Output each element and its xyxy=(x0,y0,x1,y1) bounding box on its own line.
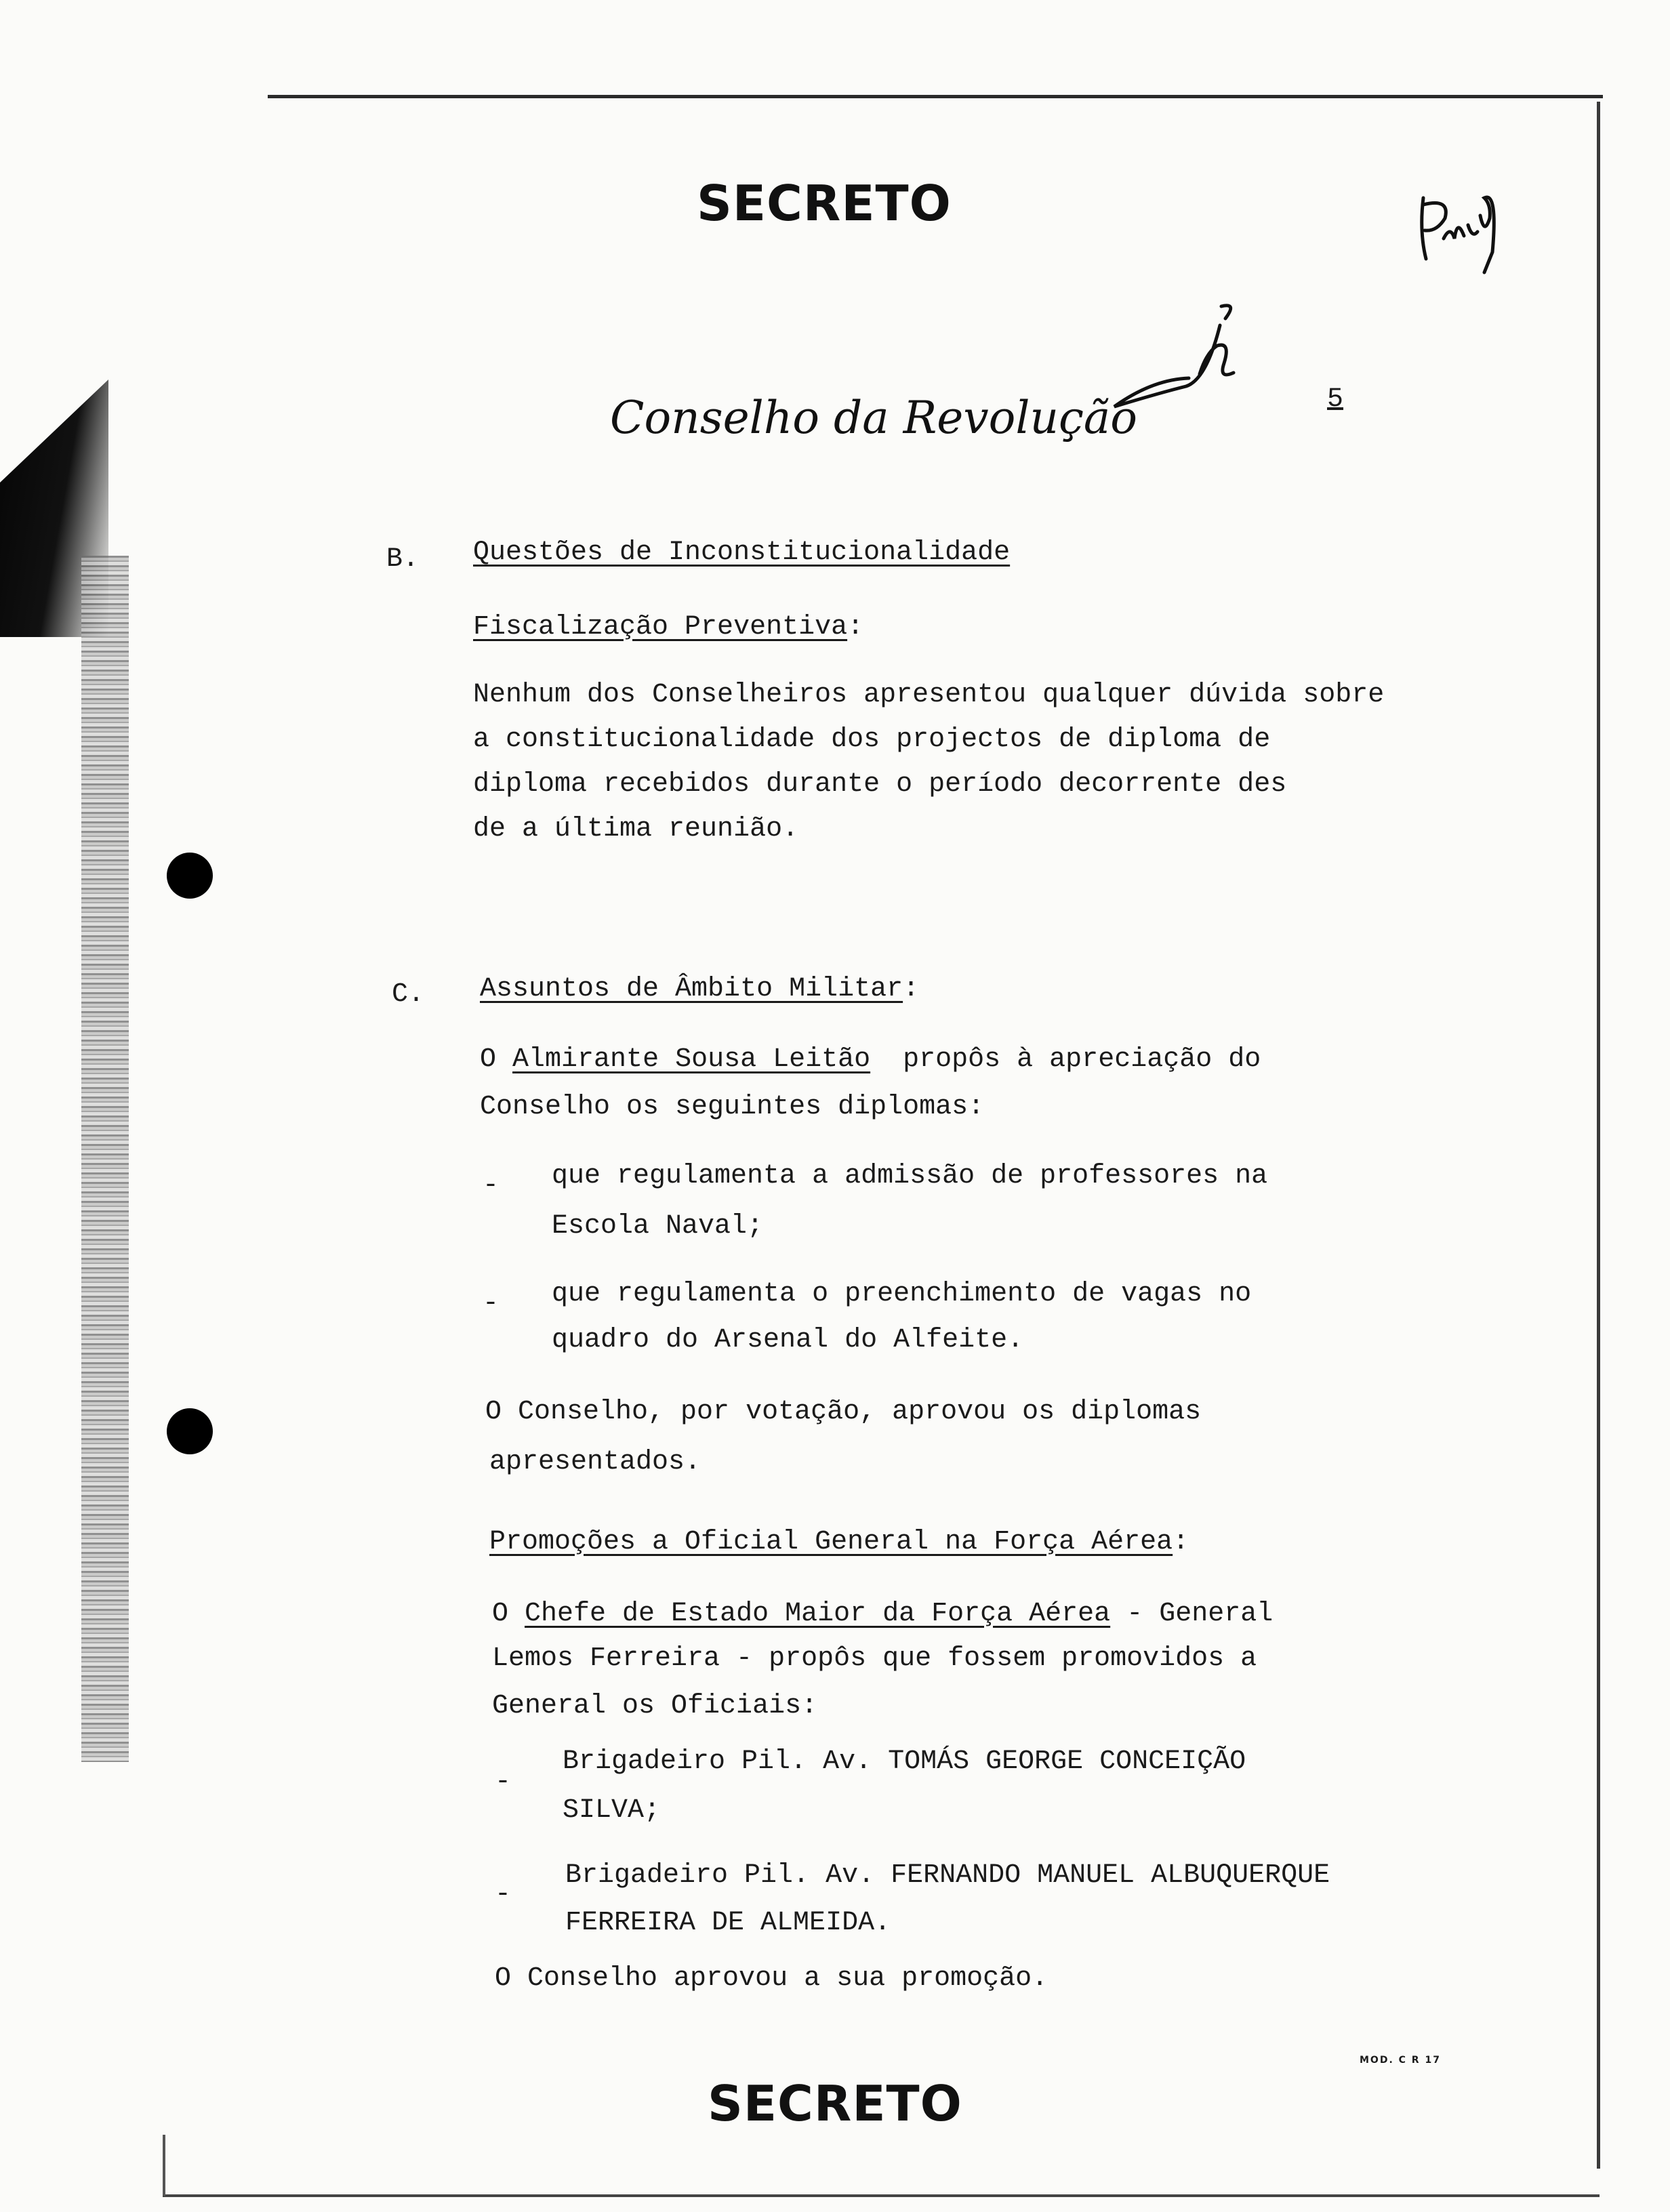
form-code: MOD. C R 17 xyxy=(1360,2055,1441,2066)
section-b-subtitle: Fiscalização Preventiva: xyxy=(473,612,864,642)
handwritten-initials xyxy=(1410,178,1505,279)
section-c-intro: O Almirante Sousa Leitão propôs à apreciação do xyxy=(480,1044,1261,1075)
scan-fold-noise xyxy=(81,556,129,1762)
bullet-dash: - xyxy=(483,1288,500,1319)
page-edge-left xyxy=(163,2135,165,2196)
page-number: 5 xyxy=(1327,384,1344,415)
page-edge-bottom xyxy=(163,2194,1600,2197)
section-b-title: Questões de Inconstitucionalidade xyxy=(473,537,1011,568)
paragraph-line: Nenhum dos Conselheiros apresentou qualquer dúvida sobre xyxy=(473,680,1385,710)
promotions-intro: O Chefe de Estado Maior da Força Aérea - General xyxy=(492,1599,1274,1629)
promotions-decision: O Conselho aprovou a sua promoção. xyxy=(495,1963,1048,1994)
section-letter-b: B. xyxy=(386,544,420,575)
list-item-cont: quadro do Arsenal do Alfeite. xyxy=(552,1325,1024,1355)
bullet-dash: - xyxy=(495,1767,512,1797)
promotions-title: Promoções a Oficial General na Força Aérea: xyxy=(489,1527,1189,1557)
page-edge-top xyxy=(268,95,1603,98)
paragraph-line: diploma recebidos durante o período decorrente des xyxy=(473,769,1287,800)
paragraph-line: a constitucionalidade dos projectos de diploma de xyxy=(473,724,1271,755)
list-item: que regulamenta o preenchimento de vagas no xyxy=(552,1279,1252,1309)
decision-line: apresentados. xyxy=(489,1447,701,1477)
paragraph-line: de a última reunião. xyxy=(473,814,799,844)
bullet-dash: - xyxy=(483,1170,500,1201)
officer-item-cont: SILVA; xyxy=(563,1795,661,1826)
officer-item-cont: FERREIRA DE ALMEIDA. xyxy=(565,1908,891,1938)
decision-line: O Conselho, por votação, aprovou os diplomas xyxy=(485,1397,1202,1427)
list-item: que regulamenta a admissão de professores na xyxy=(552,1161,1268,1191)
page-edge-right xyxy=(1597,102,1600,2169)
council-letterhead: Conselho da Revolução xyxy=(610,392,1138,444)
punch-hole-bottom xyxy=(167,1408,213,1454)
officer-item: Brigadeiro Pil. Av. TOMÁS GEORGE CONCEIÇÃO xyxy=(563,1746,1246,1777)
bullet-dash: - xyxy=(495,1879,512,1910)
officer-item: Brigadeiro Pil. Av. FERNANDO MANUEL ALBUQUERQUE xyxy=(565,1860,1330,1891)
classification-stamp-bottom: SECRETO xyxy=(708,2075,962,2132)
promotions-intro-line3: General os Oficiais: xyxy=(492,1691,818,1721)
punch-hole-top xyxy=(167,853,213,899)
promotions-intro-line2: Lemos Ferreira - propôs que fossem promovidos a xyxy=(492,1643,1257,1674)
section-c-intro-line2: Conselho os seguintes diplomas: xyxy=(480,1092,985,1122)
section-c-title: Assuntos de Âmbito Militar: xyxy=(480,974,920,1004)
list-item-cont: Escola Naval; xyxy=(552,1211,764,1242)
section-letter-c: C. xyxy=(392,979,425,1010)
classification-stamp-top: SECRETO xyxy=(697,175,952,232)
